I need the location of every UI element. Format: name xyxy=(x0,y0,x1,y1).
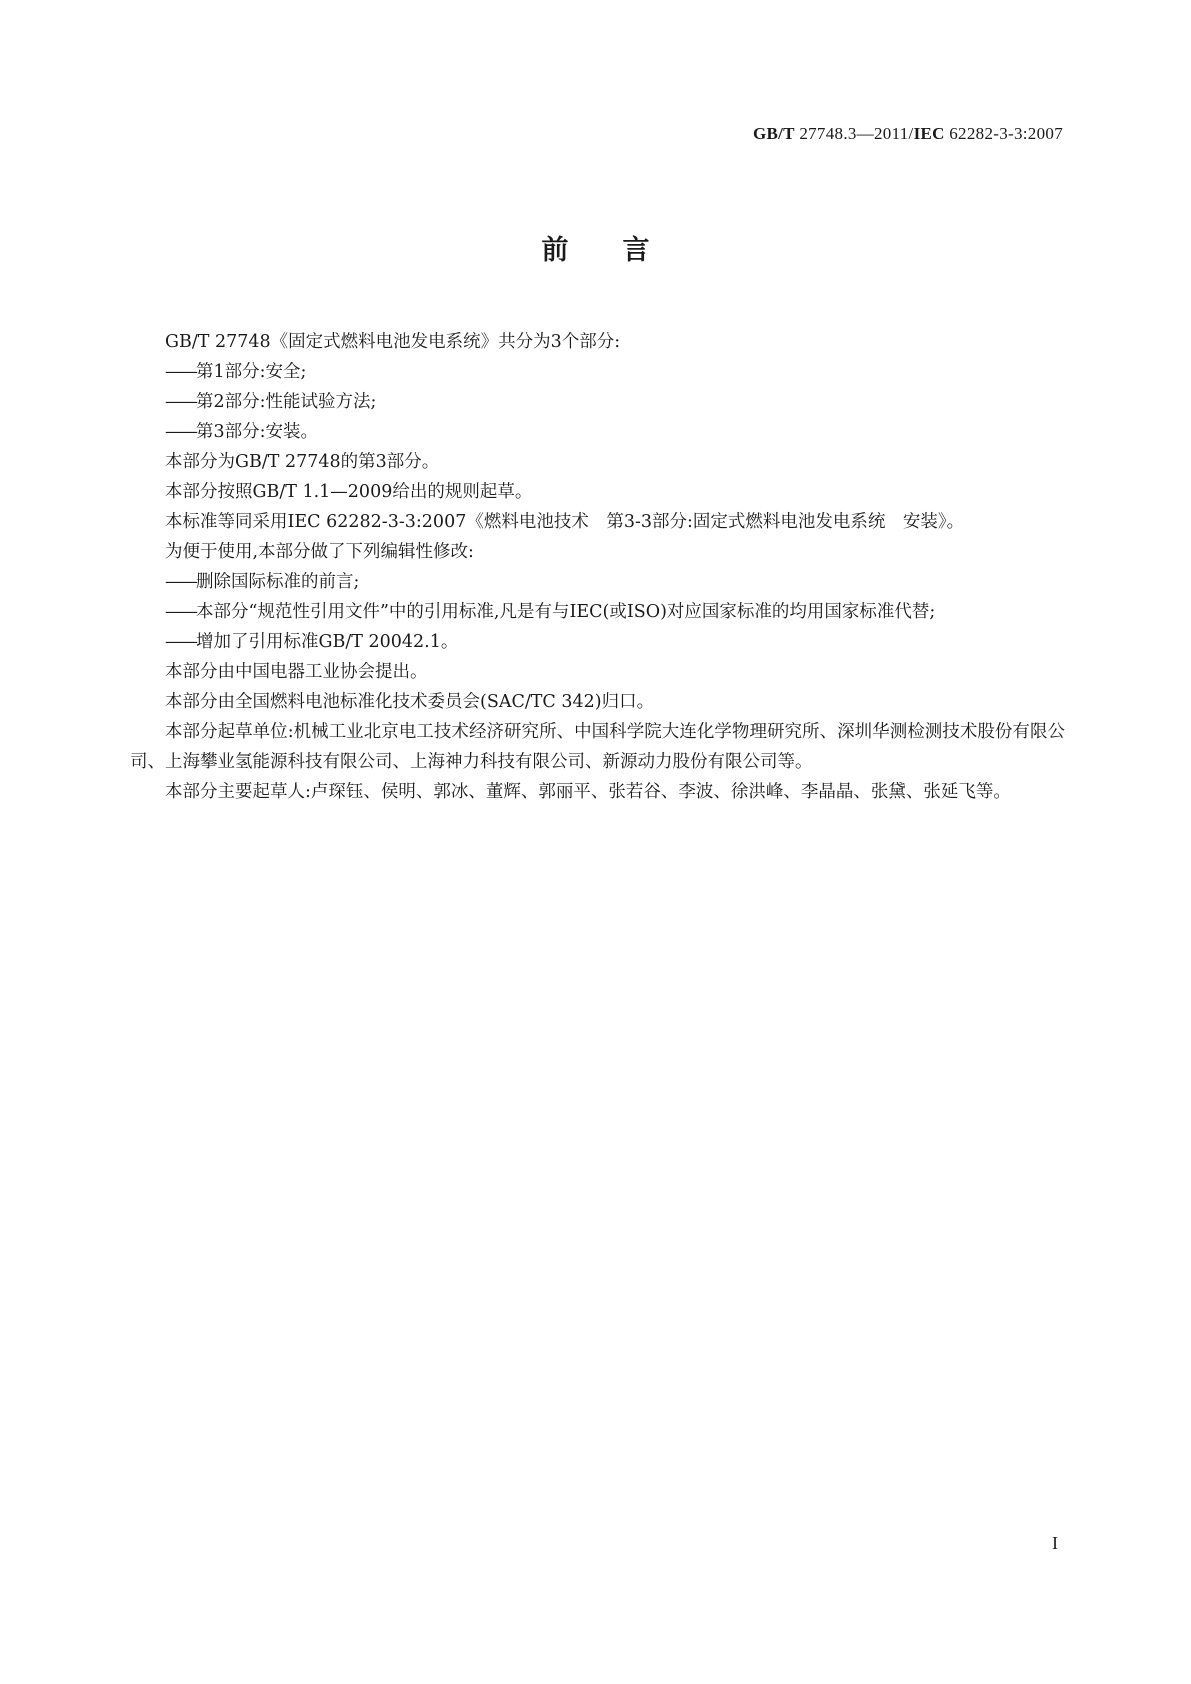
drafting-units-statement: 本部分起草单位:机械工业北京电工技术经济研究所、中国科学院大连化学物理研究所、深圳华测检测技术股份有限公司、上海攀业氢能源科技有限公司、上海神力科技有限公司、新源动力股份有限公司等。 xyxy=(130,722,1065,772)
part-list-item: ——第1部分:安全; xyxy=(165,362,307,382)
proposed-by-statement: 本部分由中国电器工业协会提出。 xyxy=(165,662,428,682)
standard-code-header xyxy=(753,124,1063,144)
header-code-iec-number: 62282-3-3:2007 xyxy=(944,124,1063,143)
edit-list-item: ——增加了引用标准GB/T 20042.1。 xyxy=(165,632,459,652)
title-char-1: 前 xyxy=(541,235,569,266)
edit-list-item: ——删除国际标准的前言; xyxy=(165,572,360,592)
edit-list-item: ——本部分“规范性引用文件”中的引用标准,凡是有与IEC(或ISO)对应国家标准的均用国家标准代替; xyxy=(165,602,936,622)
part-list-item: ——第2部分:性能试验方法; xyxy=(165,392,377,412)
centralized-by-statement: 本部分由全国燃料电池标准化技术委员会(SAC/TC 342)归口。 xyxy=(165,692,655,712)
page-number: I xyxy=(1052,1533,1058,1553)
title-char-2: 言 xyxy=(622,235,650,266)
drafters-statement: 本部分主要起草人:卢琛钰、侯明、郭冰、董辉、郭丽平、张若谷、李波、徐洪峰、李晶晶、张黛、张延飞等。 xyxy=(165,782,1011,802)
header-code-iec: IEC xyxy=(913,124,945,143)
part-list-item: ——第3部分:安装。 xyxy=(165,422,319,442)
part-statement: 本部分为GB/T 27748的第3部分。 xyxy=(165,452,440,472)
drafting-rule-statement: 本部分按照GB/T 1.1—2009给出的规则起草。 xyxy=(165,482,533,502)
header-code-gbt: GB/T xyxy=(752,124,795,143)
foreword-body xyxy=(130,327,1065,807)
page-title xyxy=(0,228,1191,267)
adoption-statement: 本标准等同采用IEC 62282-3-3:2007《燃料电池技术 第3-3部分:固定式燃料电池发电系统 安装》。 xyxy=(165,512,965,532)
edits-intro: 为便于使用,本部分做了下列编辑性修改: xyxy=(165,542,474,562)
intro-paragraph: GB/T 27748《固定式燃料电池发电系统》共分为3个部分: xyxy=(165,332,621,352)
header-code-number: 27748.3—2011/ xyxy=(794,124,914,143)
